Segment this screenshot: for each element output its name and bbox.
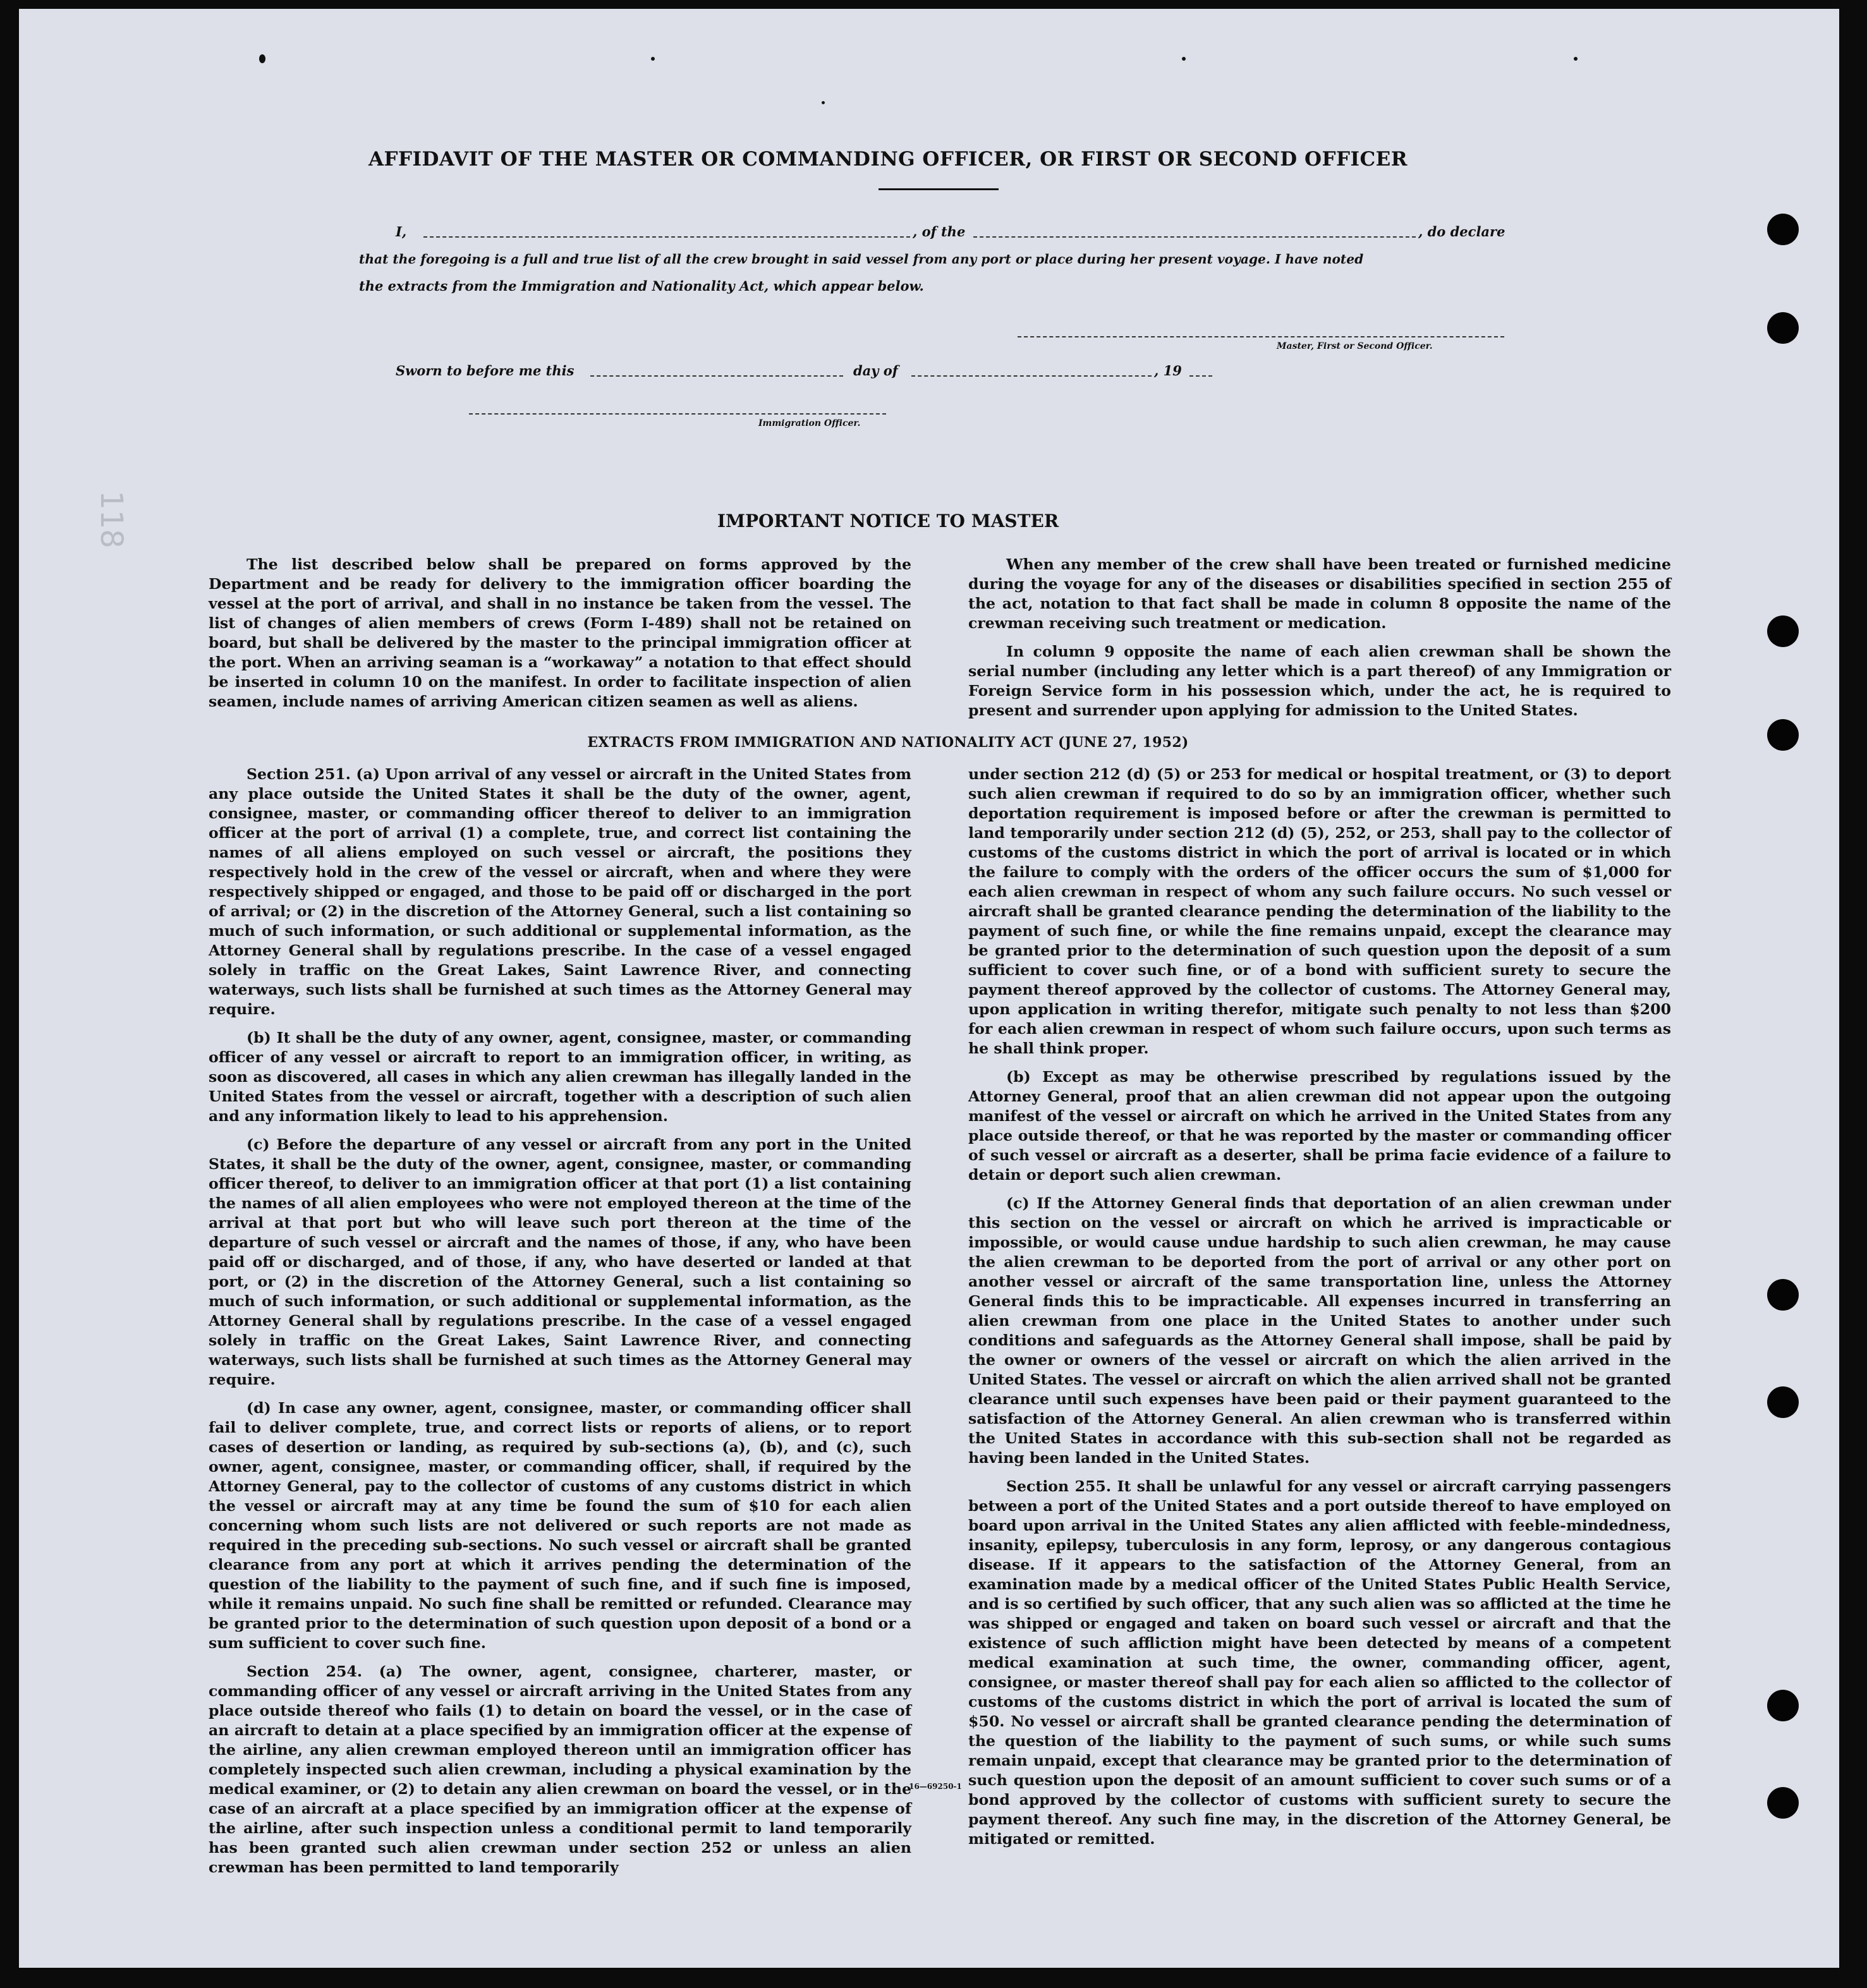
extract-paragraph: (d) In case any owner, agent, consignee, master, or commanding officer shall fail to deliver complete, true, and correct lists or reports of aliens, or to report cases of desertion or landing, as required by sub-sections (a), (b), and (c), such owner, agent, consignee, master, or commanding officer, shall, if required by the Attorney General, pay to the collector of customs of any customs district in which the vessel or aircraft may at any time be found the sum of $10 for each alien concerning whom such lists are not delivered or such reports are not made as required in the preceding sub-sections. No such vessel or aircraft shall be granted clearance from any port at which it arrives pending the determination of the question of the liability to the payment of such fine, and if such fine is imposed, while it remains unpaid. No such fine shall be remitted or refunded. Clearance may be granted prior to the determination of such question upon deposit of a bond or a sum sufficient to cover such fine.	[209, 1399, 911, 1652]
extract-paragraph: Section 255. It shall be unlawful for any vessel or aircraft carrying passengers between a port of the United States and a port outside thereof to have employed on board upon arrival in the United States any alien afflicted with feeble-mindedness, insanity, epilepsy, tuberculosis in any form, leprosy, or any dangerous contagious disease. If it appears to the satisfaction of the Attorney General, from an examination made by a medical officer of the United States Public Health Service, and is so certified by such officer, that any such alien was so afflicted at the time he was shipped or engaged and taken on board such vessel or aircraft and that the existence of such affliction might have been detected by means of a competent medical examination at such time, the owner, commanding officer, agent, consignee, or master thereof shall pay for each alien so afflicted to the collector of customs of the customs district in which the port of arrival is located the sum of $50. No vessel or aircraft shall be granted clearance pending the determination of the question of the liability to the payment of such sums, or while such sums remain unpaid, except that clearance may be granted prior to the determination of such question upon the deposit of an amount sufficient to cover such sums or of a bond approved by the collector of customs with sufficient surety to secure the payment thereof. Any such fine may, in the discretion of the Attorney General, be mitigated or remitted.	[968, 1477, 1671, 1848]
ink-speck	[1182, 57, 1186, 61]
officer-signature-line[interactable]	[469, 413, 886, 415]
vessel-blank[interactable]	[973, 236, 1416, 238]
extract-paragraph: (b) Except as may be otherwise prescribed by regulations issued by the Attorney General, proof that an alien crewman did not appear upon the outgoing manifest of the vessel or aircraft on which he arrived in the United States from any place outside thereof, or that he was reported by the master or commanding officer of such vessel or aircraft as a deserter, shall be prima facie evidence of a failure to detain or deport such alien crewman.	[968, 1068, 1671, 1184]
sworn-year-blank[interactable]	[1189, 375, 1212, 377]
notice-left-column	[209, 555, 911, 720]
form-number: 16—69250-1	[909, 1782, 962, 1791]
sworn-day-blank[interactable]	[590, 375, 843, 377]
sworn-start: Sworn to before me this	[396, 363, 575, 379]
extract-paragraph: (c) If the Attorney General finds that deportation of an alien crewman under this section on the vessel or aircraft on which he arrived is impracticable or impossible, or would cause undue hardship to such alien crewman, he may cause the alien crewman to be deported from the port of arrival or any other port on another vessel or aircraft of the same transportation line, unless the Attorney General finds this to be impracticable. All expenses incurred in transferring an alien crewman from one place in the United States to another under such conditions and safeguards as the Attorney General shall impose, shall be paid by the owner or owners of the vessel or aircraft on which the alien arrived in the United States. The vessel or aircraft on which the alien arrived shall not be granted clearance until such expenses have been paid or their payment guaranteed to the satisfaction of the Attorney General. An alien crewman who is transferred within the United States in accordance with this sub-section shall not be regarded as having been landed in the United States.	[968, 1194, 1671, 1467]
sworn-mid: day of	[853, 363, 898, 379]
sworn-month-blank[interactable]	[911, 375, 1152, 377]
ink-speck	[822, 101, 825, 104]
notice-paragraph: The list described below shall be prepared on forms approved by the Department and be ready for delivery to the immigration officer boarding the vessel at the port of arrival, and shall in no instance be taken from the vessel. The list of changes of alien members of crews (Form I-489) shall not be retained on board, but shall be delivered by the master to the principal immigration officer at the port. When an arriving seaman is a “workaway” a notation to that effect should be inserted in column 10 on the manifest. In order to facilitate inspection of alien seamen, include names of arriving American citizen seamen as well as aliens.	[209, 555, 911, 710]
notice-paragraph: In column 9 opposite the name of each alien crewman shall be shown the serial number (including any letter which is a part thereof) of any Immigration or Foreign Service form in his possession which, under the act, he is required to present and surrender upon applying for admission to the United States.	[968, 643, 1671, 719]
extract-paragraph: Section 254. (a) The owner, agent, consignee, charterer, master, or commanding officer of any vessel or aircraft arriving in the United States from any place outside thereof who fails (1) to detain on board the vessel, or in the case of an aircraft to detain at a place specified by an immigration officer at the expense of the airline, any alien crewman employed thereon until an immigration officer has completely inspected such alien crewman, including a physical examination by the medical examiner, or (2) to detain any alien crewman on board the vessel, or in the case of an aircraft at a place specified by an immigration officer at the expense of the airline, after such inspection unless a conditional permit to land temporarily has been granted such alien crewman under section 252 or unless an alien crewman has been permitted to land temporarily	[209, 1663, 911, 1876]
ink-speck	[1574, 57, 1578, 61]
extract-paragraph: (c) Before the departure of any vessel or aircraft from any port in the United States, it shall be the duty of the owner, agent, consignee, master, or commanding officer thereof, to deliver to an immigration officer at that port (1) a list containing the names of all alien employees who were not employed thereon at the time of the arrival at that port but who will leave such port thereon at the time of the departure of such vessel or aircraft and the names of those, if any, who have been paid off or discharged, and of those, if any, who have deserted or landed at that port, or (2) in the discretion of the Attorney General, such a list containing so much of such information, or such additional or supplemental information, as the Attorney General shall by regulations prescribe. In the case of a vessel engaged solely in traffic on the Great Lakes, Saint Lawrence River, and connecting waterways, such lists shall be furnished at such times as the Attorney General may require.	[209, 1136, 911, 1388]
master-signature-line[interactable]	[1018, 336, 1504, 337]
affidavit-line1-mid: , of the	[913, 224, 966, 239]
affidavit-title: AFFIDAVIT OF THE MASTER OR COMMANDING OFFICER, OR FIRST OR SECOND OFFICER	[368, 148, 1408, 171]
affidavit-line2: that the foregoing is a full and true list of all the crew brought in said vessel from any port or place during her present voyage. I have noted	[359, 252, 1364, 267]
extract-paragraph: Section 251. (a) Upon arrival of any vessel or aircraft in the United States from any place outside the United States it shall be the duty of the owner, agent, consignee, master, or commanding officer thereof to deliver to an immigration officer at the port of arrival (1) a complete, true, and correct list containing the names of all aliens employed on such vessel or aircraft, the positions they respectively hold in the crew of the vessel or aircraft, when and where they were respectively shipped or engaged, and those to be paid off or discharged in the port of arrival; or (2) in the discretion of the Attorney General, such a list containing so much of such information, or such additional or supplemental information, as the Attorney General shall by regulations prescribe. In the case of a vessel engaged solely in traffic on the Great Lakes, Saint Lawrence River, and connecting waterways, such lists shall be furnished at such times as the Attorney General may require.	[209, 765, 911, 1018]
extracts-left-column	[209, 765, 911, 1877]
binder-hole	[1767, 1279, 1799, 1311]
document-page	[19, 9, 1839, 1968]
extracts-right-column	[968, 765, 1671, 1849]
officer-signature-label: Immigration Officer.	[758, 418, 861, 428]
binder-hole	[1767, 1386, 1799, 1418]
affidavit-line1-start: I,	[396, 224, 407, 239]
faint-margin-number: 118	[93, 490, 129, 549]
extract-paragraph: (b) It shall be the duty of any owner, agent, consignee, master, or commanding officer of any vessel or aircraft to report to an immigration officer, in writing, as soon as discovered, all cases in which any alien crewman has illegally landed in the United States from the vessel or aircraft, together with a description of such alien and any information likely to lead to his apprehension.	[209, 1029, 911, 1125]
ink-speck	[651, 57, 655, 61]
notice-right-column	[968, 555, 1671, 720]
binder-hole	[1767, 615, 1799, 647]
affidavit-line1-end: , do declare	[1418, 224, 1505, 239]
binder-hole	[1767, 312, 1799, 344]
binder-hole	[1767, 1690, 1799, 1721]
master-signature-label: Master, First or Second Officer.	[1277, 341, 1433, 351]
extract-paragraph: under section 212 (d) (5) or 253 for medical or hospital treatment, or (3) to deport such alien crewman if required to do so by an immigration officer, whether such deportation requirement is imposed before or after the crewman is permitted to land temporarily under section 212 (d) (5), 252, or 253, shall pay to the collector of customs of the customs district in which the port of arrival is located or in which the failure to comply with the orders of the officer occurs the sum of $1,000 for each alien crewman in respect of whom any such failure occurs. No such vessel or aircraft shall be granted clearance pending the determination of the liability to the payment of such fine, or while the fine remains unpaid, except the clearance may be granted prior to the determination of such question upon the deposit of a sum sufficient to cover such fine, or of a bond with sufficient surety to secure the payment thereof approved by the collector of customs. The Attorney General may, upon application in writing therefor, mitigate such penalty to not less than $200 for each alien crewman in respect of whom such failure occurs, upon such terms as he shall think proper.	[968, 765, 1671, 1057]
binder-hole	[1767, 719, 1799, 751]
title-underline	[879, 188, 999, 190]
notice-paragraph: When any member of the crew shall have been treated or furnished medicine during the voyage for any of the diseases or disabilities specified in section 255 of the act, notation to that fact shall be made in column 8 opposite the name of the crewman receiving such treatment or medication.	[968, 555, 1671, 632]
affidavit-line3: the extracts from the Immigration and Nationality Act, which appear below.	[359, 278, 924, 294]
ink-speck	[259, 54, 265, 63]
binder-hole	[1767, 1787, 1799, 1819]
name-blank[interactable]	[423, 236, 910, 238]
notice-title: IMPORTANT NOTICE TO MASTER	[717, 511, 1059, 531]
sworn-end: , 19	[1154, 363, 1182, 379]
binder-hole	[1767, 214, 1799, 245]
extracts-title: EXTRACTS FROM IMMIGRATION AND NATIONALITY ACT (JUNE 27, 1952)	[587, 734, 1189, 751]
